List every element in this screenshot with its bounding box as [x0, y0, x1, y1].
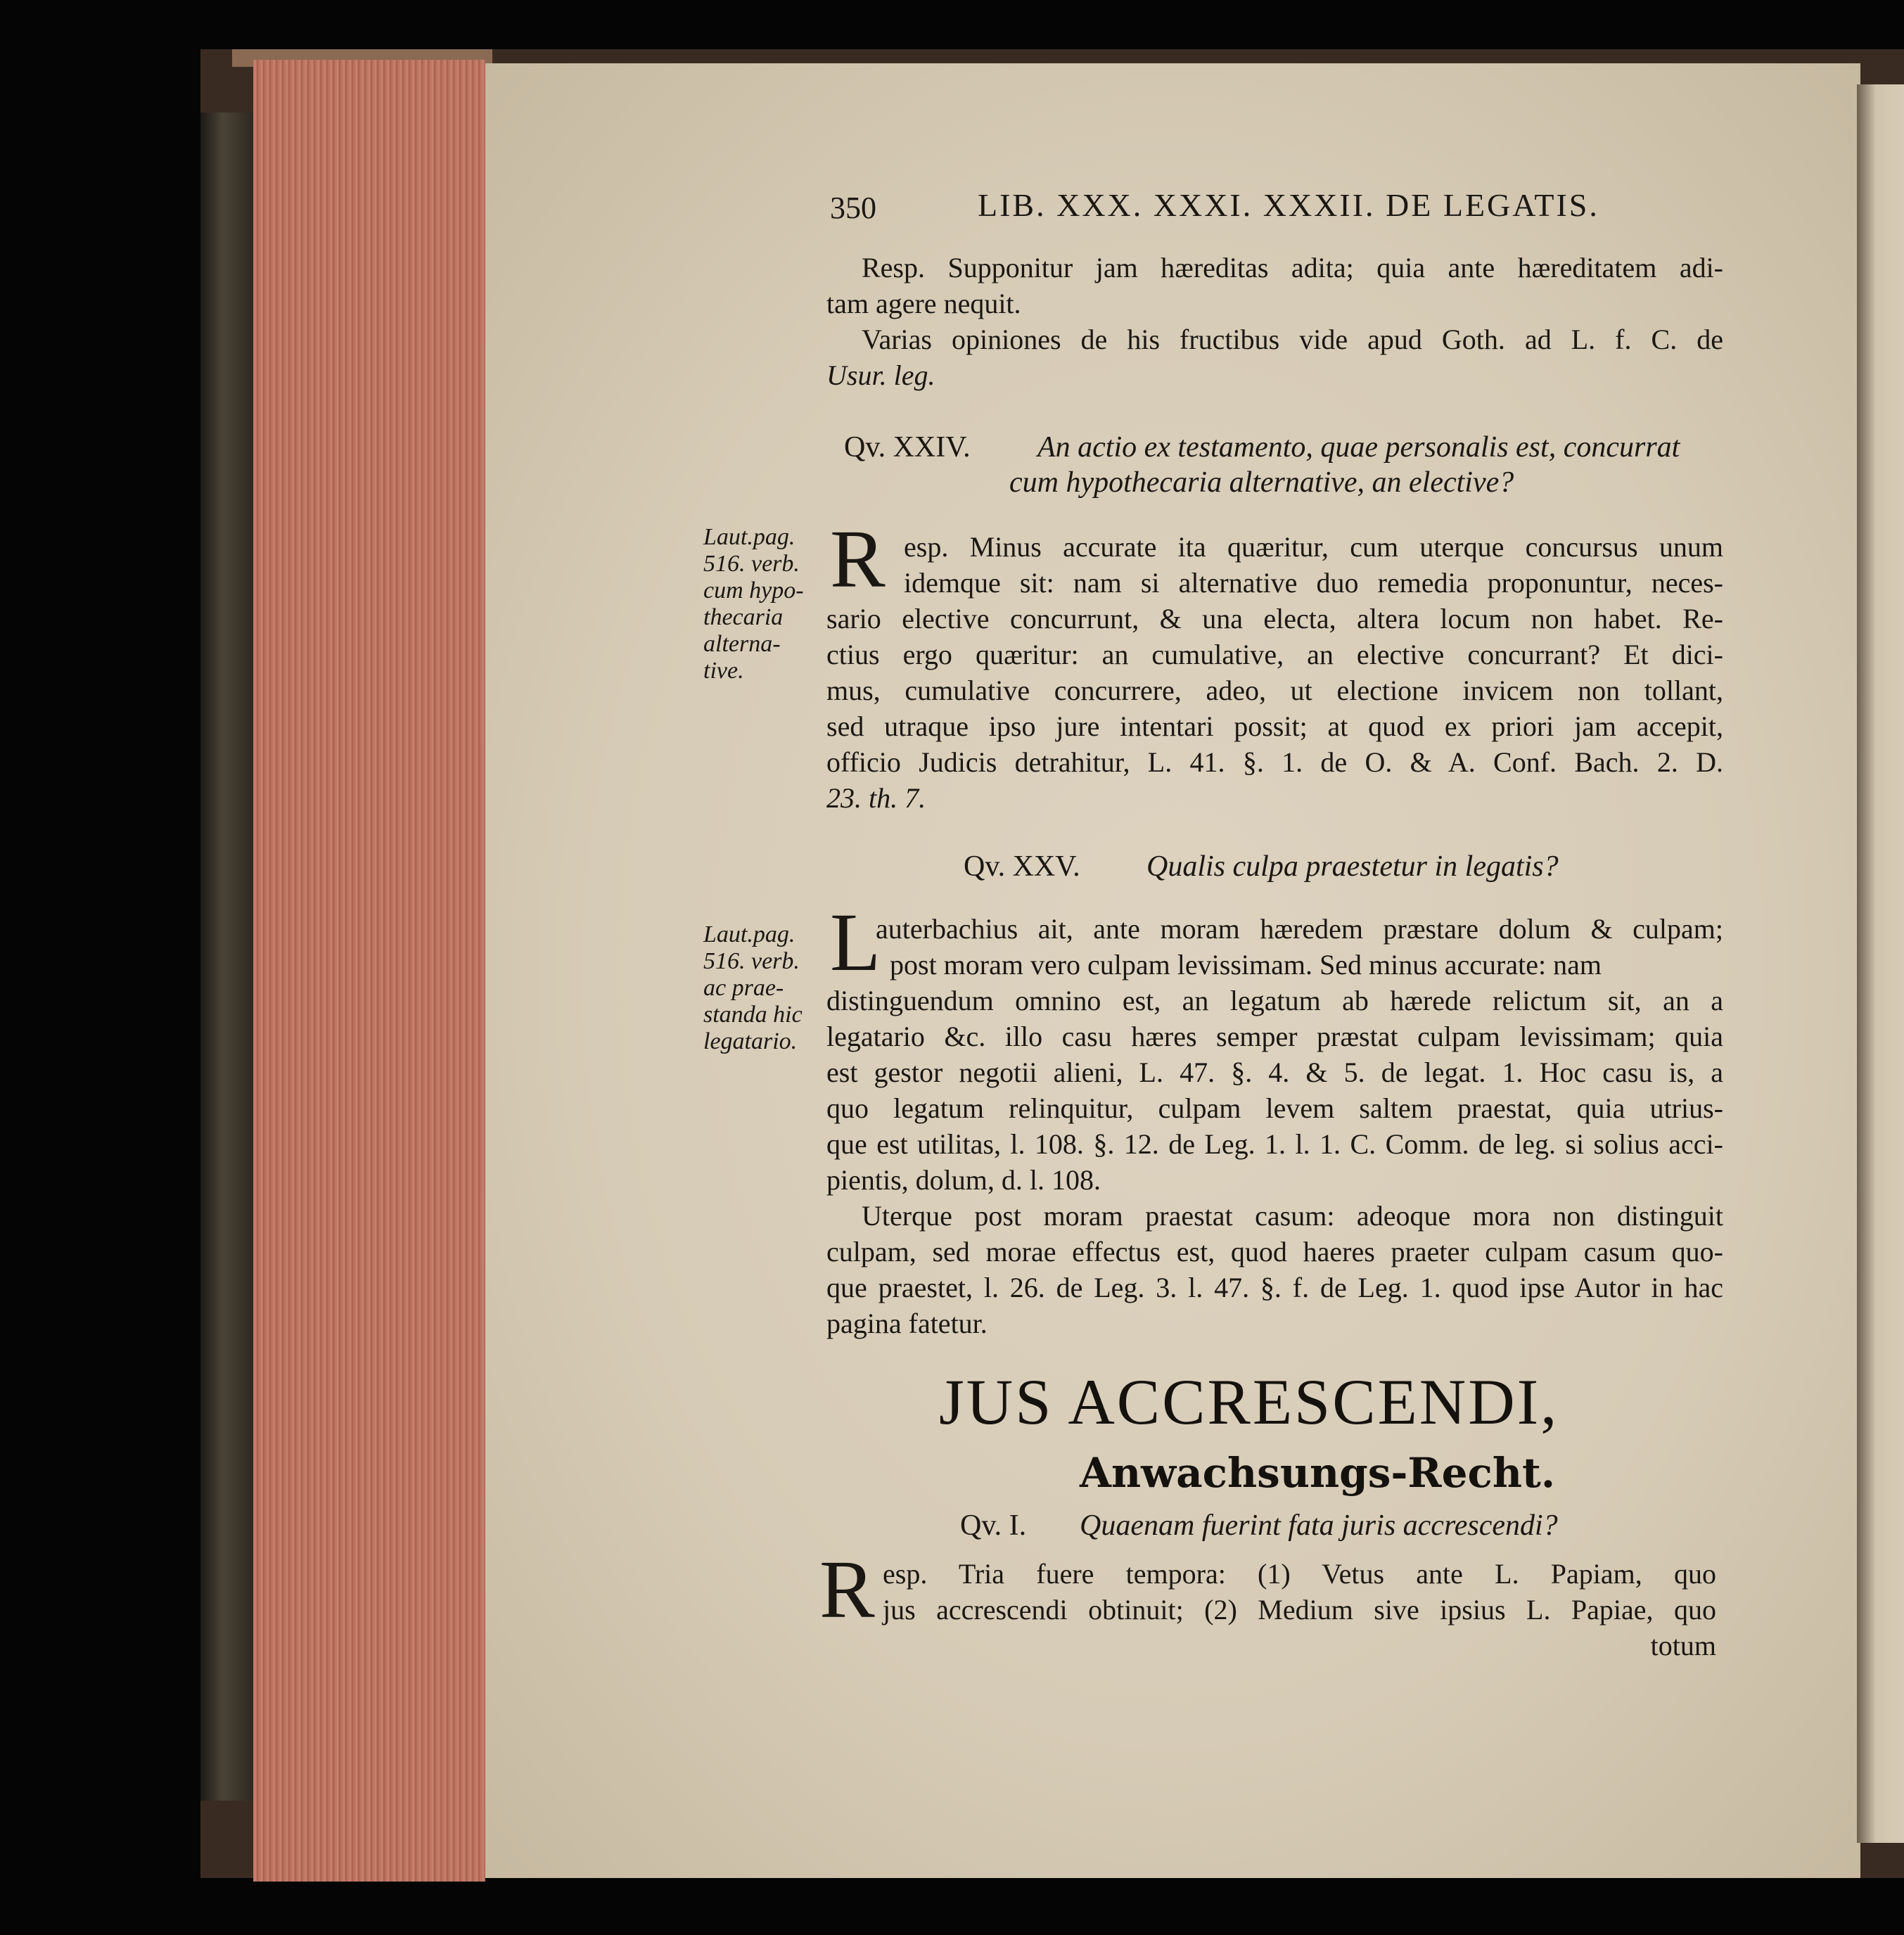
book-spine	[200, 113, 257, 1801]
margin-line: Laut.pag.	[703, 524, 796, 550]
question-25-title	[1146, 850, 1559, 883]
drop-cap: R	[819, 1543, 875, 1635]
text-line: jus accrescendi obtinuit; (2) Medium sive ipsius L. Papiae, quo	[883, 1594, 1716, 1626]
margin-note-24	[703, 524, 826, 684]
facing-page-edge	[1857, 84, 1904, 1843]
question-1-body	[883, 1556, 1716, 1663]
margin-line: standa hic	[703, 1002, 803, 1028]
text-line: quo legatum relinquitur, culpam levem saltem praestat, quia utrius-	[826, 1092, 1723, 1124]
text-line: Resp. Supponitur jam hæreditas adita; quia ante hæreditatem adi-	[862, 252, 1723, 283]
margin-note-25	[703, 921, 826, 1055]
text-line: ctius ergo quæritur: an cumulative, an elective concurrant? Et dici-	[826, 639, 1723, 670]
section-heading: JUS ACCRESCENDI,	[939, 1366, 1559, 1438]
question-25-body	[826, 983, 1723, 1341]
question-label: Qv. XXIV.	[844, 431, 971, 464]
margin-line: thecaria	[703, 604, 784, 630]
drop-cap: L	[830, 896, 881, 988]
margin-line: 516. verb.	[703, 551, 800, 577]
catchword: totum	[1650, 1630, 1716, 1661]
page-number: 350	[830, 191, 876, 225]
text-line: Usur. leg.	[826, 359, 935, 391]
text-line: esp. Minus accurate ita quæritur, cum uterque concursus unum	[904, 531, 1723, 563]
question-24-heading	[844, 430, 971, 464]
question-title-line: An actio ex testamento, quae personalis est, concurrat	[1037, 431, 1680, 464]
text-line: tam agere nequit.	[826, 288, 1021, 319]
text-line: mus, cumulative concurrere, adeo, ut electione invicem non tollant,	[826, 675, 1723, 706]
text-line: post moram vero culpam levissimam. Sed minus accurate: nam	[890, 949, 1602, 981]
page-edges	[253, 60, 485, 1882]
running-title: LIB. XXX. XXXI. XXXII. DE LEGATIS.	[978, 187, 1599, 223]
text-line: sario elective concurrunt, & una electa, altera locum non habet. Re-	[826, 603, 1723, 634]
margin-line: ac prae-	[703, 975, 784, 1001]
question-label: Qv. I.	[960, 1509, 1027, 1542]
question-24-body	[826, 601, 1723, 816]
text-line: pientis, dolum, d. l. 108.	[826, 1164, 1101, 1196]
text-line: est gestor negotii alieni, L. 47. §. 4. & 5. de legat. 1. Hoc casu is, a	[826, 1056, 1723, 1088]
question-1-title	[1080, 1509, 1558, 1543]
text-line: distinguendum omnino est, an legatum ab hærede relictum sit, an a	[826, 985, 1723, 1016]
text-line: sed utraque ipso jure intentari possit; at quod ex priori jam accepit,	[826, 710, 1723, 742]
margin-line: legatario.	[703, 1028, 798, 1054]
margin-line: tive.	[703, 658, 744, 684]
question-1-heading	[960, 1509, 1026, 1543]
text-line: Uterque post moram praestat casum: adeoque mora non distinguit	[862, 1200, 1723, 1232]
question-title-line: Qualis culpa praestetur in legatis?	[1146, 850, 1559, 883]
text-line: idemque sit: nam si alternative duo remedia proponuntur, neces-	[904, 567, 1723, 599]
margin-line: Laut.pag.	[703, 921, 796, 947]
text-line: 23. th. 7.	[826, 782, 926, 814]
text-line: que est utilitas, l. 108. §. 12. de Leg. 1. l. 1. C. Comm. de leg. si solius acci-	[826, 1128, 1723, 1160]
question-25-heading	[964, 850, 1080, 883]
question-25-body-top	[876, 911, 1723, 983]
question-24-body-top	[904, 529, 1723, 601]
text-line: officio Judicis detrahitur, L. 41. §. 1. de O. & A. Conf. Bach. 2. D.	[826, 746, 1723, 778]
text-line: culpam, sed morae effectus est, quod haeres praeter culpam casum quo-	[826, 1236, 1723, 1267]
question-title-line: Quaenam fuerint fata juris accrescendi?	[1080, 1509, 1558, 1542]
text-line: auterbachius ait, ante moram hæredem præstare dolum & culpam;	[876, 913, 1723, 945]
text-line: que praestet, l. 26. de Leg. 3. l. 47. §. f. de Leg. 1. quod ipse Autor in hac	[826, 1272, 1723, 1303]
question-label: Qv. XXV.	[964, 850, 1080, 883]
intro-paragraph	[826, 250, 1723, 393]
margin-line: 516. verb.	[703, 948, 800, 974]
text-line: pagina fatetur.	[826, 1308, 988, 1339]
text-line: esp. Tria fuere tempora: (1) Vetus ante L. Papiam, quo	[883, 1558, 1716, 1590]
margin-line: cum hypo-	[703, 577, 804, 604]
question-title-line: cum hypothecaria alternative, an elective?	[1009, 466, 1514, 499]
drop-cap: R	[830, 513, 886, 605]
text-line: legatario &c. illo casu hæres semper præstat culpam levissimam; quia	[826, 1021, 1723, 1052]
margin-line: alterna-	[703, 631, 781, 657]
question-24-title-cont	[1009, 466, 1514, 499]
question-24-title	[1037, 430, 1680, 464]
text-line: Varias opiniones de his fructibus vide apud Goth. ad L. f. C. de	[862, 324, 1723, 355]
section-subheading: Anwachsungs-Recht.	[1080, 1449, 1556, 1497]
